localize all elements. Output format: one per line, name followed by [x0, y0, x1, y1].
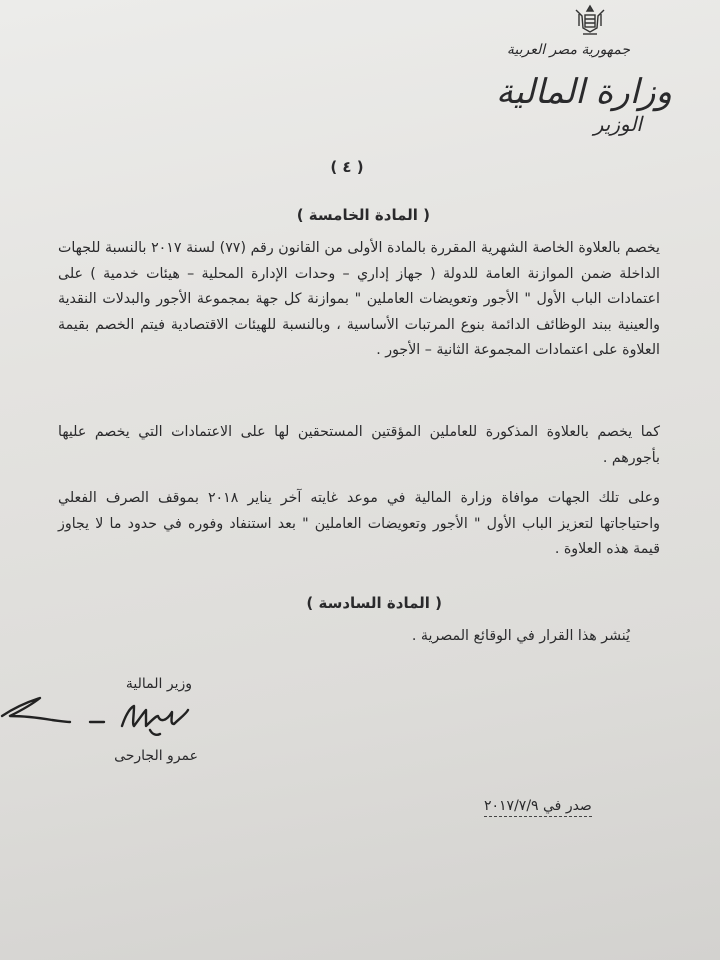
country-name: جمهورية مصر العربية — [506, 42, 630, 58]
signatory-name: عمرو الجارحى — [114, 748, 198, 764]
page-number: ( ٤ ) — [330, 158, 364, 176]
minister-title: الوزير — [593, 112, 642, 136]
article-six-paragraph-1: يُنشر هذا القرار في الوقائع المصرية . — [411, 628, 630, 644]
handwritten-signature — [0, 686, 220, 746]
issue-date: صدر في ٢٠١٧/٧/٩ — [484, 798, 592, 817]
article-five-paragraph-1: يخصم بالعلاوة الخاصة الشهرية المقررة بالمادة الأولى من القانون رقم (٧٧) لسنة ٢٠١٧ بالنسبة للجهات الداخلة ضمن الموازنة العامة للدولة ( جهاز إداري – وحدات الإدارة المحلية – هيئات خدمية ) على اعتمادات الباب الأول " الأجور وتعويضات العاملين " بموازنة كل جهة بمجموعة الأجور والبدلات النقدية والعينية ببند الوظائف الدائمة بنوع المرتبات الأساسية ، وبالنسبة للهيئات الاقتصادية فيتم الخصم بقيمة العلاوة على اعتمادات المجموعة الثانية – الأجور . — [58, 240, 661, 358]
ministry-name: وزارة المالية — [496, 72, 672, 112]
eagle-emblem-icon — [570, 2, 610, 40]
article-five-paragraph-2: كما يخصم بالعلاوة المذكورة للعاملين المؤقتين المستحقين لها على الاعتمادات التي يخصم عليها بأجورهم . — [58, 424, 660, 466]
article-five-heading: ( المادة الخامسة ) — [296, 206, 430, 224]
signatory-title: وزير المالية — [125, 676, 192, 692]
article-five-paragraph-3: وعلى تلك الجهات موافاة وزارة المالية في موعد غايته آخر يناير ٢٠١٨ بموقف الصرف الفعلي واحتياجاتها لتعزيز الباب الأول " الأجور وتعويضات العاملين " بعد استنفاد وفوره في حدود ما لا يجاوز قيمة هذه العلاوة . — [58, 490, 660, 557]
article-six-heading: ( المادة السادسة ) — [306, 594, 442, 612]
